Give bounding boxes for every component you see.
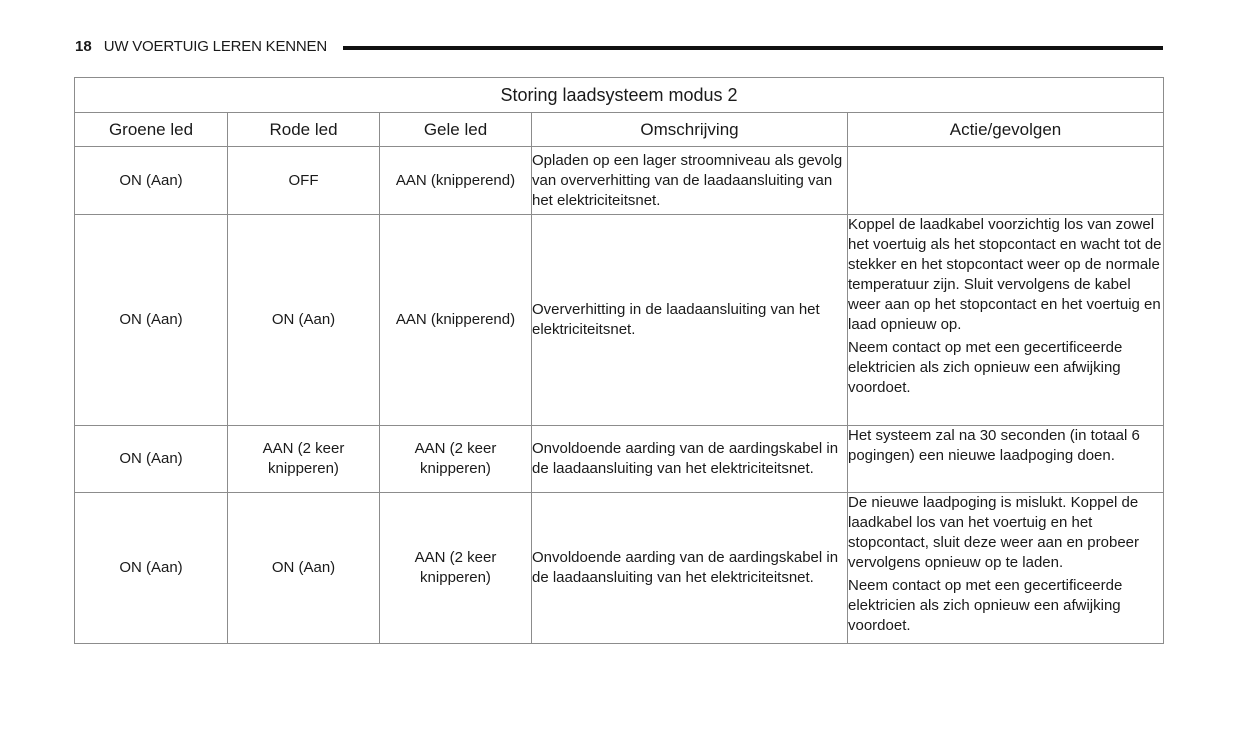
- action-note: Neem contact op met een gecertificeerde elektricien als zich opnieuw een afwijking voordoet.: [848, 577, 1123, 634]
- description-cell: Onvoldoende aarding van de aardingskabel in de laadaansluiting van het elektriciteitsnet.: [532, 493, 848, 644]
- table-row: [75, 147, 1164, 215]
- action-cell: Het systeem zal na 30 seconden (in totaal 6 pogingen) een nieuwe laadpoging doen.: [848, 426, 1164, 493]
- yellow-led-cell: AAN (2 keer knipperen): [380, 426, 532, 493]
- red-led-cell: ON (Aan): [228, 493, 380, 644]
- action-text: De nieuwe laadpoging is mislukt. Koppel de laadkabel los van het voertuig en het stopcontact, sluit deze weer aan en probeer vervolgens opnieuw op te laden.: [848, 494, 1140, 571]
- page-header: [75, 36, 1163, 56]
- action-cell: [848, 147, 1164, 215]
- section-title: UW VOERTUIG LEREN KENNEN: [103, 37, 327, 55]
- action-text: Koppel de laadkabel voorzichtig los van zowel het voertuig als het stopcontact en wacht tot de stekker en het stopcontact weer op de normale temperatuur zijn. Sluit vervolgens de kabel weer aan op het stopcontact en het voertuig en laad opnieuw op.: [848, 216, 1162, 333]
- yellow-led-cell: AAN (2 keer knipperen): [380, 493, 532, 644]
- action-cell: [848, 493, 1164, 644]
- table-row: [75, 493, 1164, 644]
- description-cell: Onvoldoende aarding van de aardingskabel in de laadaansluiting van het elektriciteitsnet.: [532, 426, 848, 493]
- green-led-cell: ON (Aan): [75, 493, 228, 644]
- yellow-led-cell: AAN (knipperend): [380, 147, 532, 215]
- red-led-cell: OFF: [228, 147, 380, 215]
- table-caption: Storing laadsysteem modus 2: [75, 78, 1164, 113]
- column-header-green-led: Groene led: [75, 113, 228, 147]
- header-rule: [343, 46, 1163, 50]
- charging-fault-table: [74, 77, 1164, 644]
- description-cell: Opladen op een lager stroomniveau als gevolg van oververhitting van de laadaansluiting van het elektriciteitsnet.: [532, 147, 848, 215]
- action-cell: [848, 215, 1164, 426]
- action-note: Neem contact op met een gecertificeerde elektricien als zich opnieuw een afwijking voordoet.: [848, 339, 1123, 396]
- green-led-cell: ON (Aan): [75, 426, 228, 493]
- table-header-row: [75, 113, 1164, 147]
- column-header-red-led: Rode led: [228, 113, 380, 147]
- table-row: [75, 426, 1164, 493]
- page-number: 18: [75, 37, 92, 55]
- green-led-cell: ON (Aan): [75, 147, 228, 215]
- column-header-yellow-led: Gele led: [380, 113, 532, 147]
- table-caption-row: [75, 78, 1164, 113]
- description-cell: Oververhitting in de laadaansluiting van het elektriciteitsnet.: [532, 215, 848, 426]
- yellow-led-cell: AAN (knipperend): [380, 215, 532, 426]
- column-header-description: Omschrijving: [532, 113, 848, 147]
- green-led-cell: ON (Aan): [75, 215, 228, 426]
- red-led-cell: AAN (2 keer knipperen): [228, 426, 380, 493]
- red-led-cell: ON (Aan): [228, 215, 380, 426]
- column-header-action: Actie/gevolgen: [848, 113, 1164, 147]
- table-row: [75, 215, 1164, 426]
